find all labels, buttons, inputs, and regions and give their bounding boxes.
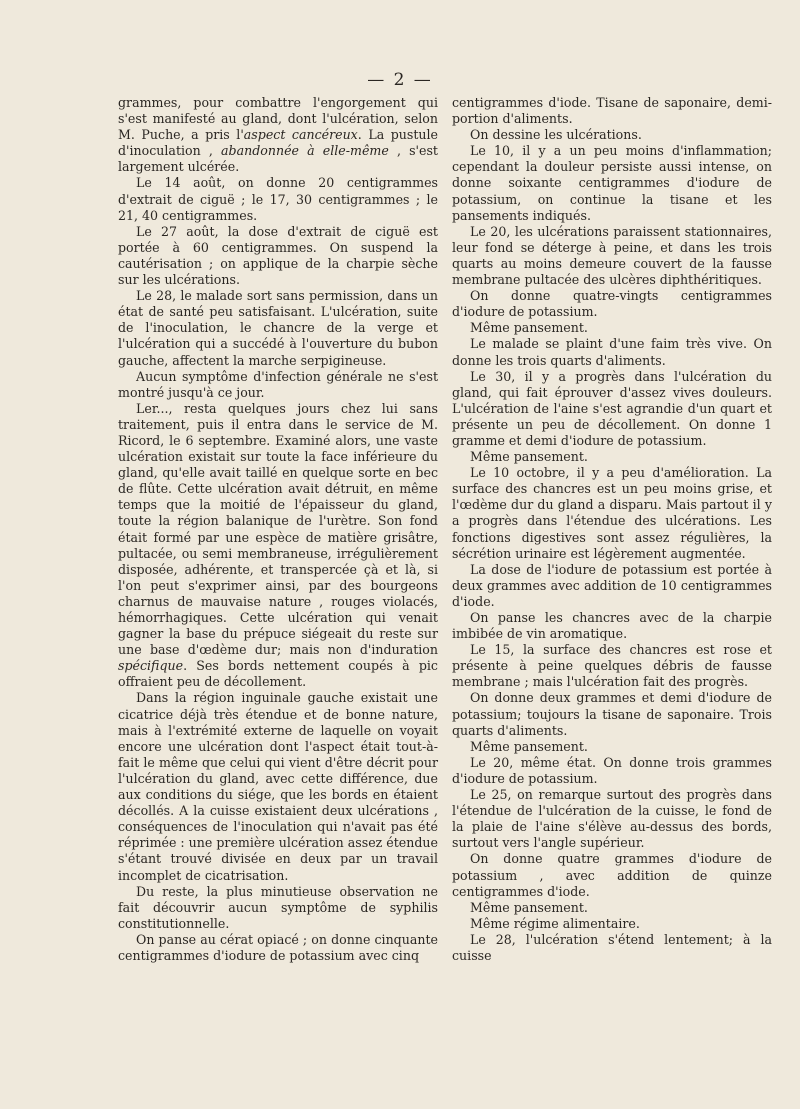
- text-span: Le 25, on remarque surtout des progrès dans l'étendue de l'ulcération de la cuisse, le fond de la plaie de l'aine s'élève au-dessus des bords, surtout vers l'angle supérieur.: [452, 787, 772, 851]
- paragraph: [452, 755, 772, 787]
- paragraph: [452, 787, 772, 851]
- text-span: Aucun symptôme d'infection générale ne s'est montré jusqu'à ce jour.: [118, 368, 438, 400]
- text-span: Dans la région inguinale gauche existait une cicatrice déjà très étendue et de bonne nature, mais à l'extrémité externe de laquelle on voyait encore une ulcération dont l'aspect était tout-à-fait le même que celui qui vient d'être décrit pour l'ulcération du gland, avec cette différence, due aux conditions du siége, que les bords en étaient décollés. A la cuisse existaient deux ulcérations , conséquences de l'inoculation qui n'avait pas été réprimée : une première ulcération assez étendue s'étant trouvé divisée en deux par un travail incomplet de cicatrisation.: [118, 690, 438, 883]
- text-span: centigrammes d'iode. Tisane de saponaire, demi-portion d'aliments.: [452, 95, 772, 127]
- paragraph: [452, 851, 772, 899]
- text-span: La dose de l'iodure de potassium est portée à deux grammes avec addition de 10 centigrammes d'iode.: [452, 561, 772, 609]
- text-span: Le 30, il y a progrès dans l'ulcération du gland, qui fait éprouver d'assez vives douleurs. L'ulcération de l'aine s'est agrandie d'un quart et présente un peu de décollement. On donne 1 gramme et demi d'iodure de potassium.: [452, 368, 772, 448]
- italic-text: abandonnée à elle-même: [221, 143, 389, 159]
- paragraph: [452, 95, 772, 127]
- paragraph: [452, 320, 772, 336]
- text-span: On panse les chancres avec de la charpie imbibée de vin aromatique.: [452, 610, 772, 642]
- text-span: Le 20, les ulcérations paraissent stationnaires, leur fond se déterge à peine, et dans les trois quarts au moins demeure couvert de la fausse membrane pultacée des ulcères diphthéritiques.: [452, 223, 772, 288]
- paragraph: [452, 127, 772, 143]
- paragraph: [452, 690, 772, 738]
- italic-text: aspect cancéreux: [243, 127, 358, 143]
- paragraph: [118, 175, 438, 223]
- text-span: Même pansement.: [470, 738, 588, 754]
- text-span: . Ses bords nettement coupés à pic offraient peu de décollement.: [118, 658, 438, 690]
- text-span: Le 27 août, la dose d'extrait de ciguë est portée à 60 centigrammes. On suspend la cautérisation ; on applique de la charpie sèche sur les ulcérations.: [118, 223, 438, 288]
- text-span: On panse au cérat opiacé ; on donne cinquante centigrammes d'iodure de potassium avec cinq: [118, 931, 438, 963]
- text-span: Le malade se plaint d'une faim très vive. On donne les trois quarts d'aliments.: [452, 336, 772, 368]
- paragraph: [118, 288, 438, 368]
- paragraph: [452, 449, 772, 465]
- text-span: On donne quatre-vingts centigrammes d'iodure de potassium.: [452, 288, 772, 320]
- page-number: — 2 —: [367, 70, 433, 90]
- text-span: Le 28, le malade sort sans permission, dans un état de santé peu satisfaisant. L'ulcération, suite de l'inoculation, le chancre de la verge et l'ulcération qui a succédé à l'ouverture du bubon gauche, affectent la marche serpigineuse.: [118, 288, 438, 368]
- paragraph: [452, 224, 772, 288]
- text-span: Le 10 octobre, il y a peu d'amélioration. La surface des chancres est un peu moins grise, et l'œdème dur du gland a disparu. Mais partout il y a progrès dans l'étendue des ulcérations. Les fonctions digestives sont assez régulières, la sécrétion urinaire est légèrement augmentée.: [452, 465, 772, 561]
- text-column-left: [118, 95, 438, 964]
- text-span: . La pustule d'inoculation ,: [118, 127, 439, 159]
- italic-text: spécifique: [118, 658, 184, 674]
- text-span: On donne quatre grammes d'iodure de potassium , avec addition de quinze centigrammes d'iode.: [452, 851, 772, 899]
- text-column-right: [452, 95, 772, 964]
- text-span: Le 10, il y a un peu moins d'inflammation; cependant la douleur persiste aussi intense, on donne soixante centigrammes d'iodure de potassium, on continue la tisane et les pansements indiqués.: [452, 143, 772, 223]
- paragraph: [452, 900, 772, 916]
- paragraph: [452, 336, 772, 368]
- text-span: Le 28, l'ulcération s'étend lentement; à la cuisse: [452, 931, 772, 963]
- paragraph: [452, 369, 772, 449]
- text-span: On donne deux grammes et demi d'iodure de potassium; toujours la tisane de saponaire. Trois quarts d'aliments.: [452, 690, 772, 738]
- text-span: Le 15, la surface des chancres est rose et présente à peine quelques débris de fausse membrane ; mais l'ulcération fait des progrès.: [452, 642, 772, 690]
- text-span: grammes, pour combattre l'engorgement qui s'est manifesté au gland, dont l'ulcération, selon M. Puche, a pris l': [118, 95, 438, 143]
- text-span: Même régime alimentaire.: [470, 915, 640, 931]
- paragraph: [452, 465, 772, 562]
- text-span: , s'est largement ulcérée.: [118, 143, 438, 175]
- paragraph: [118, 224, 438, 288]
- text-span: Même pansement.: [470, 320, 588, 336]
- paragraph: [452, 610, 772, 642]
- paragraph: [452, 562, 772, 610]
- paragraph: [118, 932, 438, 964]
- paragraph: [118, 95, 438, 175]
- text-span: Le 20, même état. On donne trois grammes d'iodure de potassium.: [452, 754, 772, 786]
- paragraph: [452, 288, 772, 320]
- paragraph: [452, 642, 772, 690]
- text-span: On dessine les ulcérations.: [470, 127, 642, 143]
- paragraph: [118, 690, 438, 883]
- text-span: Ler..., resta quelques jours chez lui sans traitement, puis il entra dans le service de M. Ricord, le 6 septembre. Examiné alors, une vaste ulcération existait sur toute la face inférieure du gland, qu'elle avait taillé en quelque sorte en bec de flûte. Cette ulcération avait détruit, en même temps que la moitié de l'épaisseur du gland, toute la région balanique de l'urètre. Son fond était formé par une espèce de matière grisâtre, pultacée, ou semi membraneuse, irrégulièrement disposée, adhérente, et transpercée çà et là, si l'on peut s'exprimer ainsi, par des bourgeons charnus de mauvaise nature , rouges violacés, hémorrhagiques. Cette ulcération qui venait gagner la base du prépuce siégeait du reste sur une base d'œdème dur; mais non d'induration: [118, 400, 438, 658]
- paragraph: [452, 932, 772, 964]
- text-span: Du reste, la plus minutieuse observation ne fait découvrir aucun symptôme de syphilis constitutionnelle.: [118, 883, 438, 931]
- paragraph: [118, 401, 438, 691]
- paragraph: [452, 916, 772, 932]
- paragraph: [118, 884, 438, 932]
- paragraph: [118, 369, 438, 401]
- text-span: Même pansement.: [470, 449, 588, 465]
- paragraph: [452, 143, 772, 223]
- text-span: Le 14 août, on donne 20 centigrammes d'extrait de ciguë ; le 17, 30 centigrammes ; le 21, 40 centigrammes.: [118, 175, 438, 223]
- paragraph: [452, 739, 772, 755]
- text-span: Même pansement.: [470, 899, 588, 915]
